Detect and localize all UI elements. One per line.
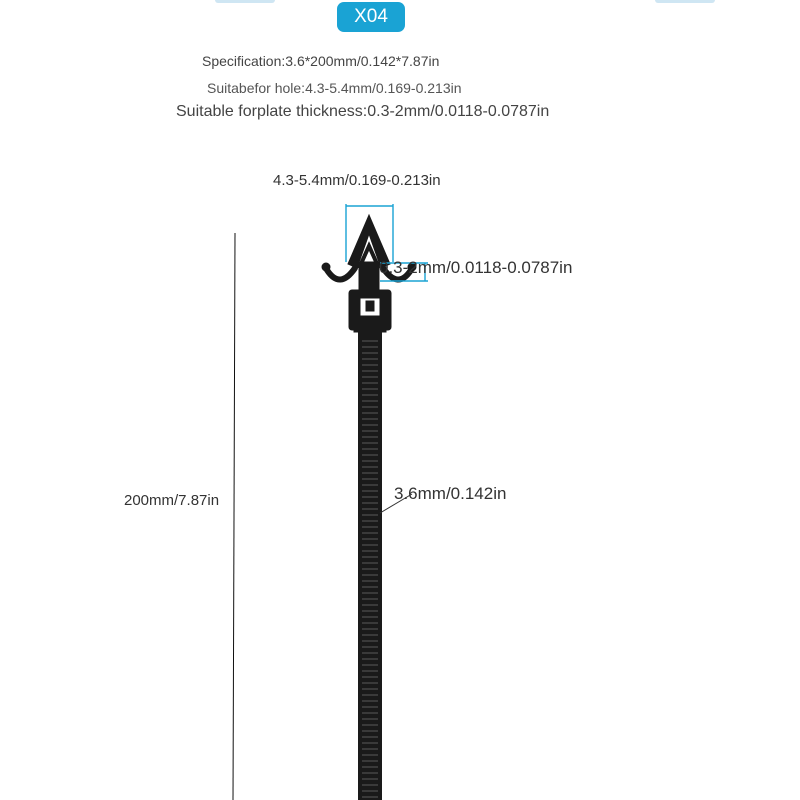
strap-ridge: [362, 466, 378, 468]
strap-ridge: [362, 550, 378, 552]
model-badge: X04: [337, 2, 405, 32]
strap-ridge: [362, 796, 378, 798]
strap-ridge: [362, 520, 378, 522]
strap-ridge: [362, 436, 378, 438]
strap-ridge: [362, 346, 378, 348]
hole-width-label: 4.3-5.4mm/0.169-0.213in: [273, 172, 441, 189]
strap-ridge: [362, 556, 378, 558]
strap-ridge: [362, 424, 378, 426]
strap-ridge: [362, 442, 378, 444]
strap-ridge: [362, 658, 378, 660]
strap-ridge: [362, 400, 378, 402]
strap-ridge: [362, 676, 378, 678]
strap-ridge: [362, 736, 378, 738]
strap-ridge: [362, 664, 378, 666]
strap-ridge: [362, 574, 378, 576]
strap-ridge: [362, 598, 378, 600]
strap-ridge: [362, 628, 378, 630]
strap-ridge: [362, 754, 378, 756]
strap-ridge: [362, 394, 378, 396]
cable-tie-strap: [358, 328, 382, 800]
strap-ridge: [362, 640, 378, 642]
strap-ridge: [362, 760, 378, 762]
strap-ridge: [362, 592, 378, 594]
strap-ridge: [362, 694, 378, 696]
strap-ridge: [362, 484, 378, 486]
strap-ridge: [362, 724, 378, 726]
strap-ridge: [362, 784, 378, 786]
spec-specification: Specification:3.6*200mm/0.142*7.87in: [202, 53, 440, 69]
strap-ridge: [362, 700, 378, 702]
strap-ridge: [362, 772, 378, 774]
strap-ridge: [362, 712, 378, 714]
strap-ridge: [362, 682, 378, 684]
strap-ridge: [362, 604, 378, 606]
strap-ridge: [362, 376, 378, 378]
strap-ridge: [362, 364, 378, 366]
strap-ridge: [362, 382, 378, 384]
strap-ridge: [362, 388, 378, 390]
strap-ridge: [362, 748, 378, 750]
strap-ridge: [362, 538, 378, 540]
strap-ridge: [362, 490, 378, 492]
strap-ridge: [362, 370, 378, 372]
strap-ridge: [362, 412, 378, 414]
strap-ridge: [362, 460, 378, 462]
strap-ridge: [362, 688, 378, 690]
strap-ridge: [362, 568, 378, 570]
spec-thickness: Suitable forplate thickness:0.3-2mm/0.0118-0.0787in: [176, 103, 550, 120]
strap-ridge: [362, 610, 378, 612]
strap-ridge: [362, 670, 378, 672]
strap-ridge: [362, 730, 378, 732]
strap-ridge: [362, 406, 378, 408]
strap-ridge: [362, 616, 378, 618]
length-label: 200mm/7.87in: [124, 492, 220, 509]
strap-width-label: 3.6mm/0.142in: [394, 484, 507, 503]
strap-ridge: [362, 448, 378, 450]
strap-ridge: [362, 340, 378, 342]
spec-hole: Suitabefor hole:4.3-5.4mm/0.169-0.213in: [207, 80, 462, 96]
strap-ridge: [362, 790, 378, 792]
strap-ridge: [362, 718, 378, 720]
strap-ridge: [362, 532, 378, 534]
plate-thickness-label: 0.3-2mm/0.0118-0.0787in: [379, 258, 573, 277]
strap-ridge: [362, 580, 378, 582]
strap-ridge: [362, 706, 378, 708]
strap-ridge: [362, 766, 378, 768]
strap-ridge: [362, 430, 378, 432]
strap-ridge: [362, 652, 378, 654]
strap-ridge: [362, 454, 378, 456]
strap-ridge: [362, 478, 378, 480]
strap-ridge: [362, 622, 378, 624]
length-dimension-line: [233, 233, 235, 800]
strap-ridge: [362, 508, 378, 510]
strap-ridge: [362, 496, 378, 498]
strap-ridge: [362, 586, 378, 588]
strap-ridge: [362, 472, 378, 474]
strap-ridge: [362, 352, 378, 354]
strap-ridge: [362, 778, 378, 780]
strap-ridge: [362, 646, 378, 648]
strap-ridge: [362, 514, 378, 516]
strap-ridge: [362, 526, 378, 528]
strap-ridge: [362, 544, 378, 546]
strap-ridge: [362, 742, 378, 744]
strap-ridge: [362, 634, 378, 636]
strap-ridge: [362, 562, 378, 564]
strap-ridge: [362, 502, 378, 504]
strap-ridge: [362, 358, 378, 360]
strap-ridge: [362, 418, 378, 420]
